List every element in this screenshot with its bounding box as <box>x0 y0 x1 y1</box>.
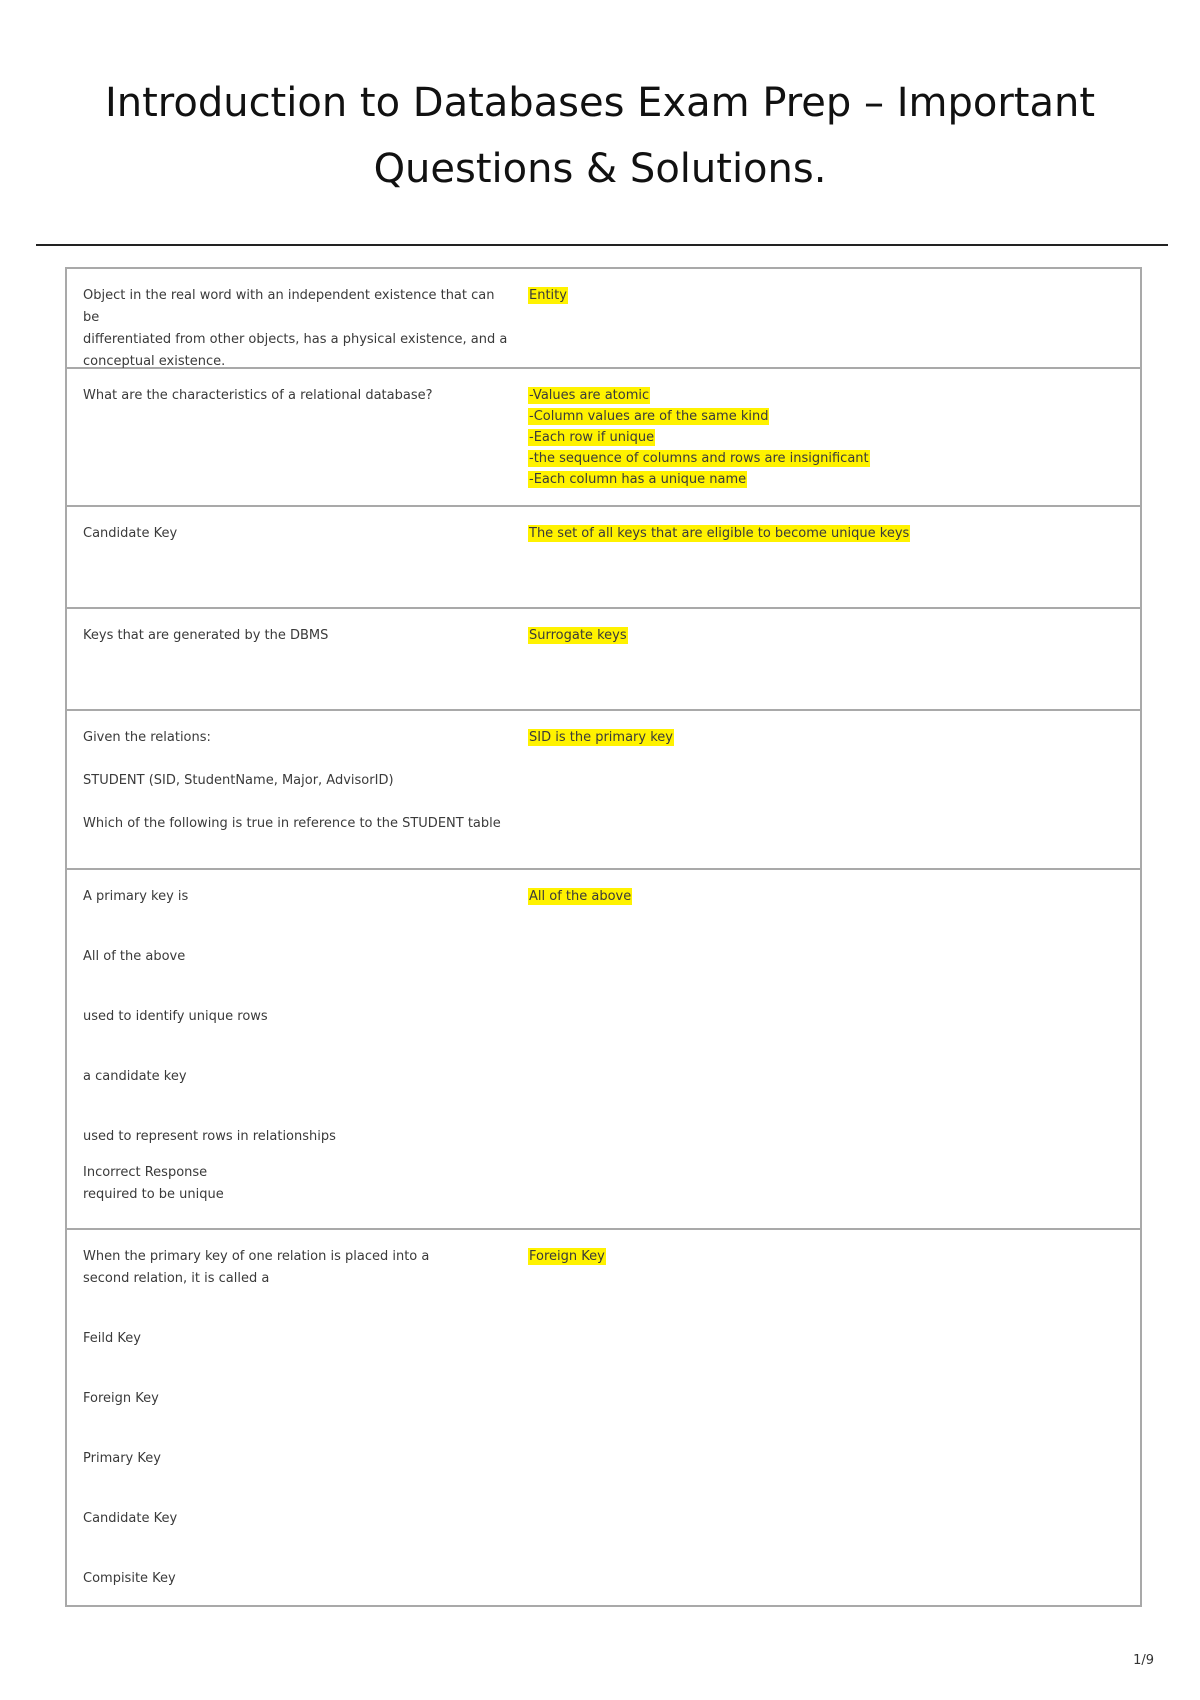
answer-highlight: All of the above <box>529 889 632 904</box>
answer-highlight: SID is the primary key <box>529 730 673 745</box>
qa-row <box>67 507 1140 609</box>
answer-cell <box>512 870 1140 1228</box>
question-text: second relation, it is called a <box>83 1271 270 1286</box>
qa-row <box>67 870 1140 1230</box>
answer-cell <box>512 369 1140 505</box>
answer-highlight: -the sequence of columns and rows are insignificant <box>529 451 869 466</box>
question-cell <box>67 609 512 709</box>
question-text: Which of the following is true in reference to the STUDENT table <box>83 816 501 831</box>
page-title <box>60 70 1140 202</box>
question-text: Compisite Key <box>83 1571 176 1586</box>
question-text: a candidate key <box>83 1069 187 1084</box>
qa-row <box>67 711 1140 870</box>
answer-cell <box>512 1230 1140 1605</box>
answer-highlight: -Column values are of the same kind <box>529 409 769 424</box>
page-title-line-2: Questions & Solutions. <box>373 146 827 192</box>
question-cell <box>67 507 512 607</box>
question-text: Given the relations: <box>83 730 211 745</box>
question-text: STUDENT (SID, StudentName, Major, AdvisorID) <box>83 773 394 788</box>
question-text: used to represent rows in relationships <box>83 1129 336 1144</box>
answer-highlight: -Each row if unique <box>529 430 655 445</box>
question-cell <box>67 269 512 367</box>
question-text: Candidate Key <box>83 526 178 541</box>
question-text: Object in the real word with an independent existence that can be <box>83 288 495 325</box>
question-text: Primary Key <box>83 1451 161 1466</box>
answer-highlight: The set of all keys that are eligible to become unique keys <box>529 526 910 541</box>
answer-cell <box>512 269 1140 367</box>
question-text: Candidate Key <box>83 1511 178 1526</box>
answer-cell <box>512 609 1140 709</box>
answer-cell <box>512 711 1140 868</box>
question-text: Keys that are generated by the DBMS <box>83 628 329 643</box>
question-cell <box>67 711 512 868</box>
question-cell <box>67 1230 512 1605</box>
answer-highlight: -Each column has a unique name <box>529 472 747 487</box>
qa-row <box>67 609 1140 711</box>
question-text: Foreign Key <box>83 1391 159 1406</box>
answer-highlight: -Values are atomic <box>529 388 650 403</box>
qa-row <box>67 1230 1140 1605</box>
question-text: All of the above <box>83 949 186 964</box>
question-text: When the primary key of one relation is placed into a <box>83 1249 430 1264</box>
question-cell <box>67 870 512 1228</box>
qa-row <box>67 369 1140 507</box>
question-text: used to identify unique rows <box>83 1009 268 1024</box>
question-text: differentiated from other objects, has a physical existence, and a <box>83 332 508 347</box>
question-text: A primary key is <box>83 889 189 904</box>
answer-cell <box>512 507 1140 607</box>
qa-row <box>67 269 1140 369</box>
answer-highlight: Foreign Key <box>529 1249 605 1264</box>
question-text: required to be unique <box>83 1187 224 1202</box>
title-divider <box>36 244 1168 246</box>
question-text: Feild Key <box>83 1331 141 1346</box>
answer-highlight: Entity <box>529 288 567 303</box>
qa-table <box>65 267 1142 1607</box>
page-title-line-1: Introduction to Databases Exam Prep – Important <box>104 80 1096 126</box>
question-text: conceptual existence. <box>83 354 226 369</box>
answer-highlight: Surrogate keys <box>529 628 627 643</box>
question-text: What are the characteristics of a relational database? <box>83 388 433 403</box>
page-number: 1/9 <box>1133 1653 1154 1668</box>
question-text: Incorrect Response <box>83 1165 208 1180</box>
question-cell <box>67 369 512 505</box>
